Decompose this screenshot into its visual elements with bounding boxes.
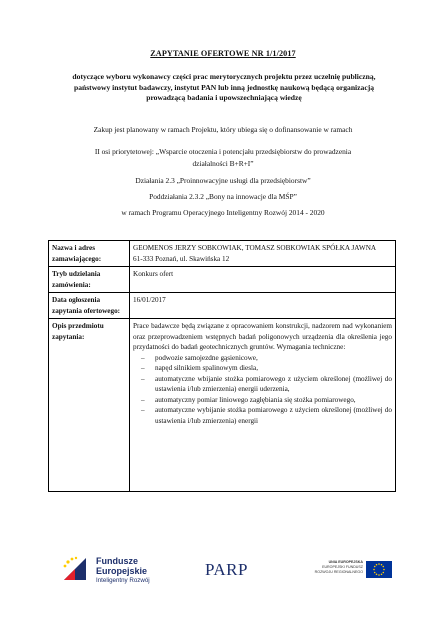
fundusze-europejskie-text: Fundusze Europejskie Inteligentny Rozwój [96,556,150,584]
intro-line-3: działalności B+R+I” [192,159,254,168]
intro-line-5: Poddziałania 2.3.2 „Bony na innowacje dla MŚP” [149,192,297,201]
row-label: Nazwa i adres zamawiającego: [49,241,130,267]
row-value [130,241,396,267]
document-subtitle: dotyczące wyboru wykonawcy części prac merytorycznych projektu przez uczelnię publiczną, państwowy instytut badawczy, instytut PAN lub inną jednostkę naukową będącą organizacją prowadzącą badania i upowszechniającą wiedzę [72,72,376,103]
row-value [130,319,396,492]
intro-line-1: Zakup jest planowany w ramach Projektu, który ubiega się o dofinansowanie w ramach [93,125,353,134]
requirement-item: – podwozie samojezdne gąsienicowe, [141,353,258,362]
row-label: Opis przedmiotu zapytania: [49,319,130,492]
table-row [49,319,396,492]
row-label: Data ogłoszenia zapytania ofertowego: [49,293,130,319]
row-value: Konkurs ofert [130,267,396,293]
row-value: 16/01/2017 [130,293,396,319]
fundusze-europejskie-logo-icon [60,554,90,584]
row-label: Tryb udzielania zamówienia: [49,267,130,293]
details-table [48,240,396,492]
eu-flag-icon [366,561,392,578]
contractor-name: GEOMENOS JERZY SOBKOWIAK, TOMASZ SOBKOWIAK SPÓŁKA JAWNA [133,244,377,252]
table-row [49,241,396,267]
requirement-item: – automatyczne wbijanie stożka pomiarowego z użyciem określonej (możliwej do ustawienia i/lub zmierzenia) energii uderzenia, [141,374,392,393]
requirement-item: – automatyczny pomiar liniowego zagłębiania się stożka pomiarowego, [141,395,356,404]
table-row [49,267,396,293]
document-title: ZAPYTANIE OFERTOWE NR 1/1/2017 [150,49,296,58]
parp-logo: PARP [205,560,248,579]
intro-line-2: II osi priorytetowej: „Wsparcie otoczenia i potencjału przedsiębiorstw do prowadzenia [94,147,352,156]
contractor-address: 61-333 Poznań, ul. Skawińska 12 [133,254,230,263]
table-row [49,293,396,319]
footer-logos [0,548,446,598]
intro-line-6: w ramach Programu Operacyjnego Inteligentny Rozwój 2014 - 2020 [121,208,325,217]
requirement-item: – automatyczne wybijanie stożka pomiarowego z użyciem określonej (możliwej do ustawienia i/lub zmierzenia) energii [141,406,392,425]
eu-text: UNIA EUROPEJSKA EUROPEJSKI FUNDUSZ ROZWOJU REGIONALNEGO [314,560,363,574]
requirement-item: – napęd silnikiem spalinowym diesla, [141,364,259,372]
description-text: Prace badawcze będą związane z opracowaniem konstrukcji, nadzorem nad wykonaniem oraz przeprowadzeniem wstępnych badań poligonowych urządzenia dla określenia jego przydatności do badań geotechnicznych gruntów. Wymagania techniczne: [133,322,392,351]
intro-line-4: Działania 2.3 „Proinnowacyjne usługi dla przedsiębiorstw” [135,176,311,185]
